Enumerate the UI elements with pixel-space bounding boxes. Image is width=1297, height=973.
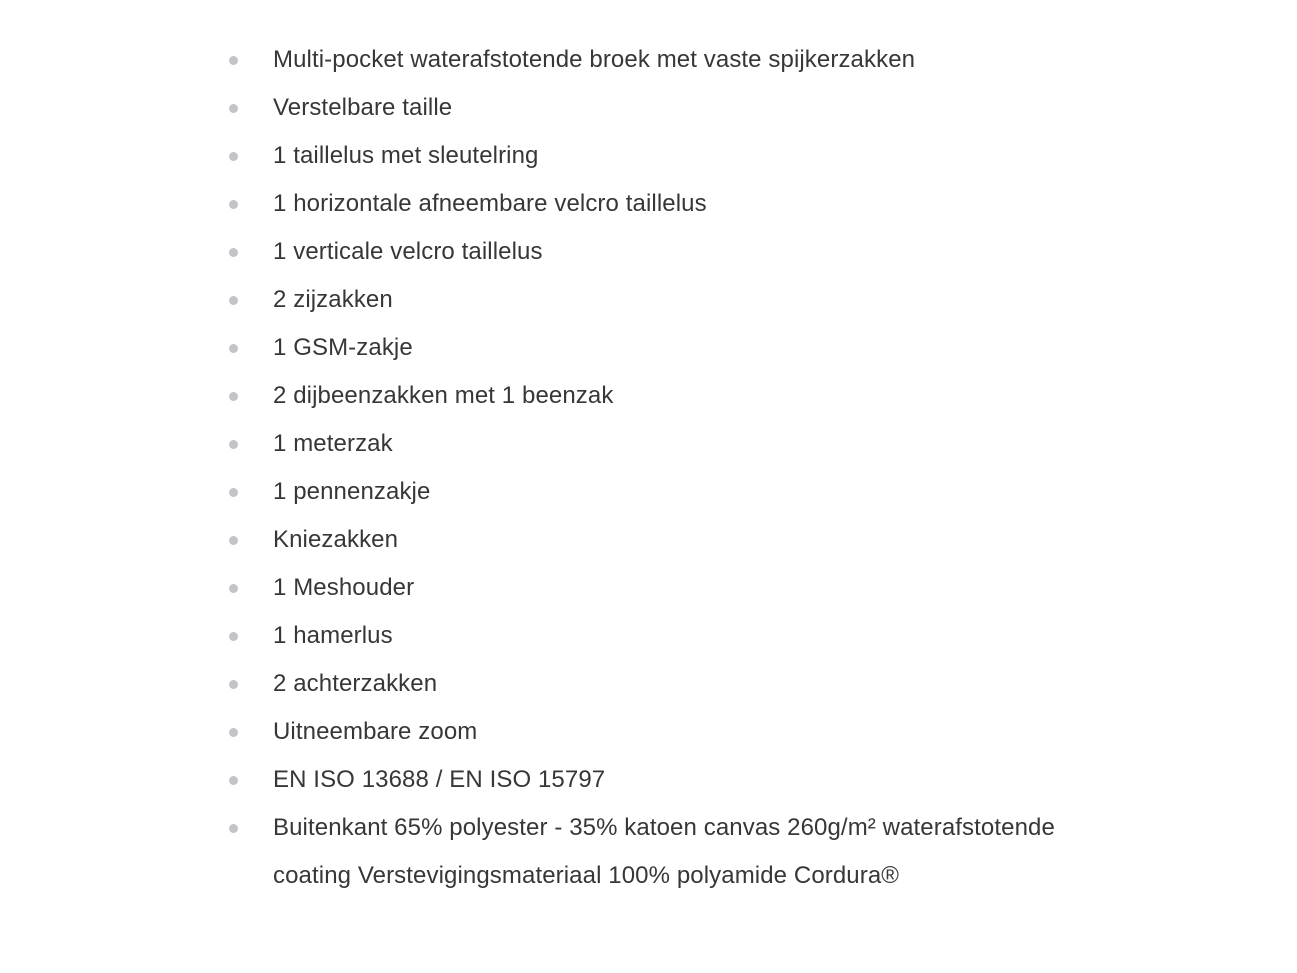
- list-item: [229, 420, 1129, 468]
- bullet-icon: [229, 632, 238, 641]
- list-item: [229, 228, 1129, 276]
- bullet-icon: [229, 776, 238, 785]
- bullet-icon: [229, 152, 238, 161]
- bullet-icon: [229, 296, 238, 305]
- bullet-icon: [229, 488, 238, 497]
- bullet-icon: [229, 536, 238, 545]
- list-item: [229, 84, 1129, 132]
- bullet-icon: [229, 104, 238, 113]
- bullet-icon: [229, 392, 238, 401]
- list-item-label: 2 zijzakken: [273, 286, 393, 313]
- list-item-label: 1 GSM-zakje: [273, 334, 413, 361]
- bullet-icon: [229, 344, 238, 353]
- list-item: [229, 180, 1129, 228]
- list-item-label: Verstelbare taille: [273, 94, 453, 121]
- list-item: [229, 804, 1129, 900]
- list-item-label: 1 horizontale afneembare velcro taillelus: [273, 190, 707, 217]
- list-item-label: 1 meterzak: [273, 430, 393, 457]
- list-item: [229, 372, 1129, 420]
- list-item: [229, 468, 1129, 516]
- list-item-label: Buitenkant 65% polyester - 35% katoen canvas 260g/m² waterafstotende coating Verstevigingsmateriaal 100% polyamide Cordura®: [273, 814, 1055, 889]
- list-item-label: 1 Meshouder: [273, 574, 415, 601]
- list-item-label: 1 pennenzakje: [273, 478, 431, 505]
- bullet-icon: [229, 680, 238, 689]
- list-item-label: 1 hamerlus: [273, 622, 393, 649]
- bullet-icon: [229, 824, 238, 833]
- feature-list: [229, 36, 1129, 900]
- list-item-label: 2 dijbeenzakken met 1 beenzak: [273, 382, 614, 409]
- list-item-label: Multi-pocket waterafstotende broek met vaste spijkerzakken: [273, 46, 916, 73]
- list-item: [229, 276, 1129, 324]
- bullet-icon: [229, 728, 238, 737]
- bullet-icon: [229, 56, 238, 65]
- list-item: [229, 132, 1129, 180]
- list-item: [229, 564, 1129, 612]
- list-item: [229, 708, 1129, 756]
- list-item-label: 1 verticale velcro taillelus: [273, 238, 543, 265]
- list-item-label: 2 achterzakken: [273, 670, 438, 697]
- list-item: [229, 612, 1129, 660]
- list-item-label: 1 taillelus met sleutelring: [273, 142, 539, 169]
- list-item: [229, 516, 1129, 564]
- bullet-icon: [229, 248, 238, 257]
- bullet-icon: [229, 584, 238, 593]
- list-item: [229, 36, 1129, 84]
- bullet-icon: [229, 440, 238, 449]
- list-item: [229, 324, 1129, 372]
- list-item: [229, 660, 1129, 708]
- list-item: [229, 756, 1129, 804]
- bullet-icon: [229, 200, 238, 209]
- list-item-label: Kniezakken: [273, 526, 399, 553]
- list-item-label: EN ISO 13688 / EN ISO 15797: [273, 766, 606, 793]
- list-item-label: Uitneembare zoom: [273, 718, 478, 745]
